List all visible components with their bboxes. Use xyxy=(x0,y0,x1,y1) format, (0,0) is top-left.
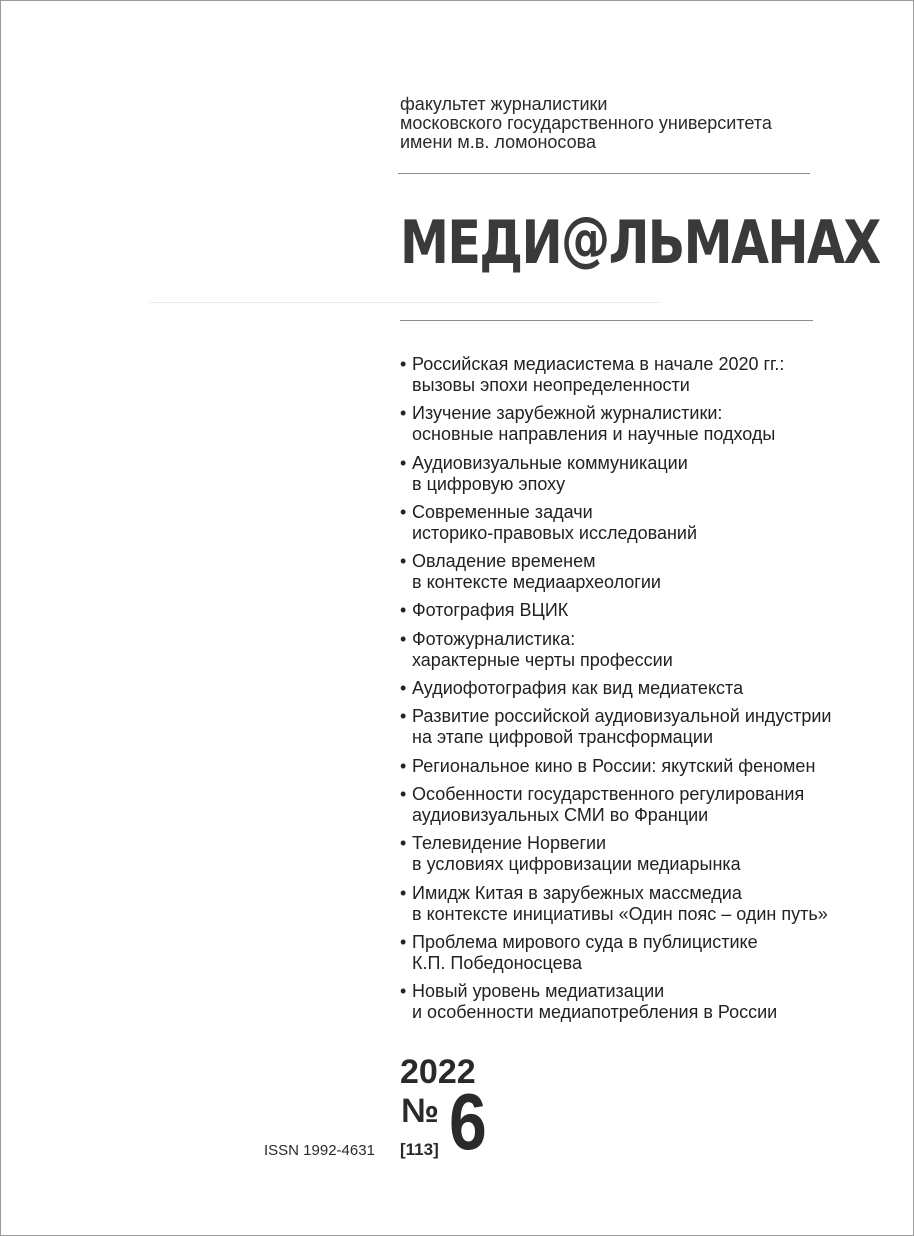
contents-item: • Новый уровень медиатизации и особенности медиапотребления в России xyxy=(400,981,831,1023)
issue-total-number: [113] xyxy=(400,1140,439,1159)
contents-item: • Особенности государственного регулирования аудиовизуальных СМИ во Франции xyxy=(400,784,831,826)
contents-item: • Аудиофотография как вид медиатекста xyxy=(400,678,831,699)
logo-part: МЕДИ xyxy=(400,208,562,278)
contents-item: • Фотожурналистика: характерные черты профессии xyxy=(400,629,831,671)
contents-item: • Имидж Китая в зарубежных массмедиа в контексте инициативы «Один пояс – один путь» xyxy=(400,883,831,925)
bottom-divider xyxy=(400,320,813,321)
publisher-line: имени м.в. ломоносова xyxy=(400,132,597,152)
number-sign: № xyxy=(401,1092,439,1130)
issn-label: ISSN 1992-4631 xyxy=(264,1142,375,1159)
contents-item: • Российская медиасистема в начале 2020 гг.: вызовы эпохи неопределенности xyxy=(400,354,831,396)
publisher-block xyxy=(400,95,772,152)
publisher-line: московского государственного университета xyxy=(400,113,772,133)
contents-item: • Изучение зарубежной журналистики: основные направления и научные подходы xyxy=(400,403,831,445)
top-divider xyxy=(398,173,810,174)
contents-item: • Развитие российской аудиовизуальной индустрии на этапе цифровой трансформации xyxy=(400,706,831,748)
contents-item: • Овладение временем в контексте медиаархеологии xyxy=(400,551,831,593)
contents-item: • Аудиовизуальные коммуникации в цифровую эпоху xyxy=(400,453,831,495)
faint-line xyxy=(150,302,660,303)
contents-item: • Проблема мирового суда в публицистике К.П. Победоносцева xyxy=(400,932,831,974)
publisher-line: факультет журналистики xyxy=(400,94,608,114)
contents-list xyxy=(400,354,831,1030)
journal-logo xyxy=(400,204,880,278)
logo-part: ЛЬМАНАХ xyxy=(608,208,880,278)
issue-year: 2022 xyxy=(400,1053,476,1091)
contents-item: • Фотография ВЦИК xyxy=(400,600,831,621)
issue-number: 6 xyxy=(449,1077,487,1166)
contents-item: • Современные задачи историко-правовых исследований xyxy=(400,502,831,544)
contents-item: • Региональное кино в России: якутский феномен xyxy=(400,756,831,777)
contents-item: • Телевидение Норвегии в условиях цифровизации медиарынка xyxy=(400,833,831,875)
logo-at-sign: @ xyxy=(561,204,609,274)
